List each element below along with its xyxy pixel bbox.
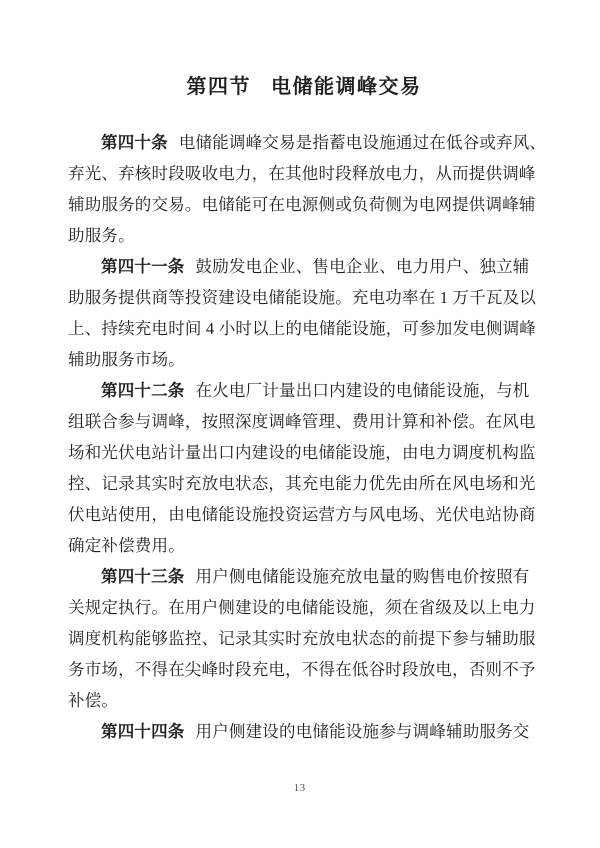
line-text: 鼓励发电企业、售电企业、电力用户、独立辅 — [195, 257, 530, 276]
article-41 — [68, 251, 540, 375]
article-42 — [68, 375, 540, 561]
text-line: 上、持续充电时间 4 小时以上的电储能设施，可参加发电侧调峰 — [68, 319, 536, 338]
text-line: 确定补偿费用。 — [68, 536, 185, 555]
article-43 — [68, 561, 540, 716]
text-line: 辅助服务的交易。电储能可在电源侧或负荷侧为电网提供调峰辅 — [68, 195, 536, 214]
text-line: 关规定执行。在用户侧建设的电储能设施，须在省级及以上电力 — [68, 598, 536, 617]
article-label: 第四十二条 — [101, 381, 185, 400]
line-text: 用户侧电储能设施充放电量的购售电价按照有 — [195, 567, 530, 586]
article-label: 第四十四条 — [101, 722, 185, 741]
text-line — [68, 375, 540, 406]
article-label: 第四十三条 — [101, 567, 185, 586]
text-line: 辅助服务市场。 — [68, 350, 185, 369]
article-40 — [68, 127, 547, 251]
text-line — [68, 127, 547, 158]
text-line — [68, 716, 540, 747]
text-line: 助服务提供商等投资建设电储能设施。充电功率在 1 万千瓦及以 — [68, 288, 536, 307]
text-line: 伏电站使用，由电储能设施投资运营方与风电场、光伏电站协商 — [68, 505, 536, 524]
article-label: 第四十条 — [101, 133, 168, 152]
text-line: 补偿。 — [68, 691, 119, 710]
text-line: 务市场，不得在尖峰时段充电，不得在低谷时段放电，否则不予 — [68, 660, 536, 679]
text-line: 组联合参与调峰，按照深度调峰管理、费用计算和补偿。在风电 — [68, 412, 536, 431]
text-line: 助服务。 — [68, 226, 135, 245]
section-title — [68, 72, 540, 103]
line-text: 用户侧建设的电储能设施参与调峰辅助服务交 — [195, 722, 530, 741]
page-number: 13 — [294, 783, 306, 794]
text-line — [68, 251, 540, 282]
text-line: 弃光、弃核时段吸收电力，在其他时段释放电力，从而提供调峰 — [68, 164, 536, 183]
text-line: 场和光伏电站计量出口内建设的电储能设施，由电力调度机构监 — [68, 443, 536, 462]
document-body — [68, 127, 547, 747]
section-name: 电储能调峰交易 — [271, 76, 422, 98]
section-number: 第四节 — [186, 76, 251, 98]
line-text: 电储能调峰交易是指蓄电设施通过在低谷或弃风、 — [178, 133, 547, 152]
text-line: 控、记录其实时充放电状态，其充电能力优先由所在风电场和光 — [68, 474, 536, 493]
line-text: 在火电厂计量出口内建设的电储能设施，与机 — [195, 381, 530, 400]
text-line: 调度机构能够监控、记录其实时充放电状态的前提下参与辅助服 — [68, 629, 536, 648]
article-label: 第四十一条 — [101, 257, 185, 276]
text-line — [68, 561, 540, 592]
article-44 — [68, 716, 540, 747]
